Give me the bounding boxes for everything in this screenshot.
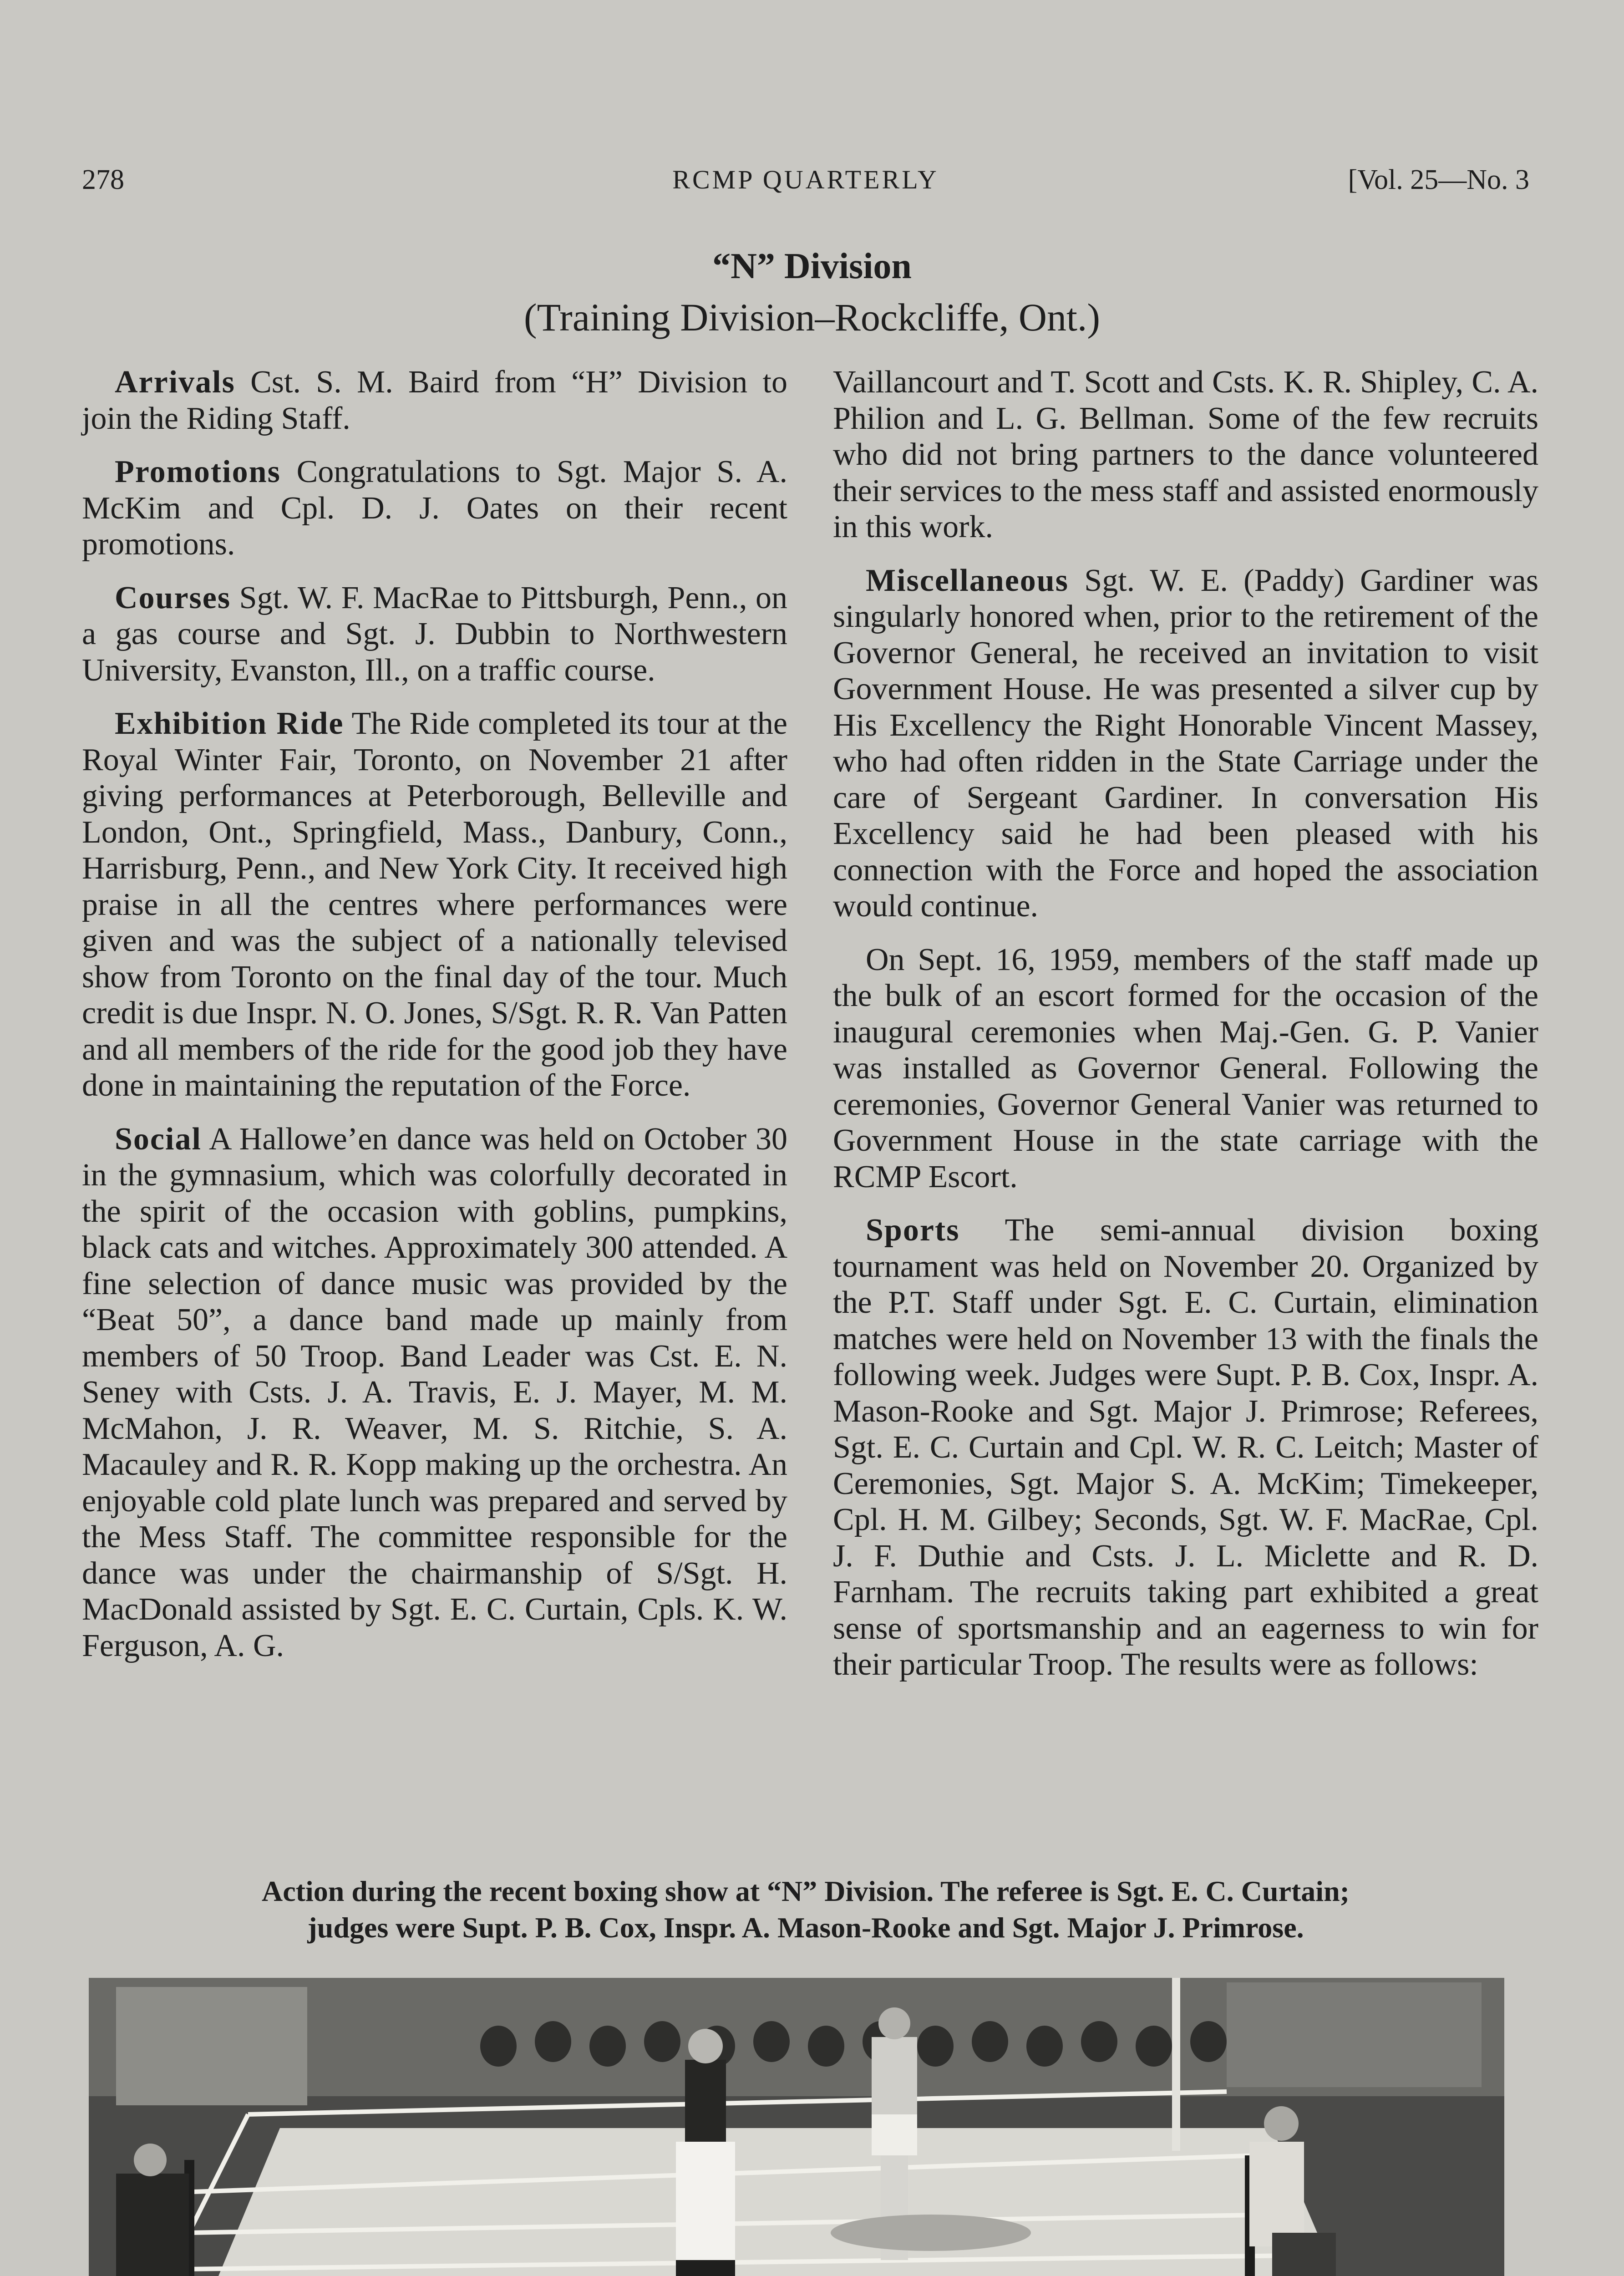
boxing-photo-image bbox=[89, 1978, 1504, 2276]
paragraph-heading: Courses bbox=[115, 580, 231, 615]
journal-title: RCMP QUARTERLY bbox=[672, 165, 939, 194]
photo-caption bbox=[82, 1873, 1529, 1946]
paragraph-exhibition-ride bbox=[82, 706, 787, 1104]
paragraph-text: Sgt. W. F. MacRae to Pittsburgh, Penn., on a gas course and Sgt. J. Dubbin to Northwestern University, Evanston, Ill., on a traffic course. bbox=[82, 580, 787, 688]
paragraph-social bbox=[82, 1121, 787, 1664]
paragraph-heading: Exhibition Ride bbox=[115, 706, 344, 741]
paragraph-text: On Sept. 16, 1959, members of the staff made up the bulk of an escort formed for the occasion of the inaugural ceremonies when Maj.-Gen. G. P. Vanier was installed as Governor General. Following the ceremonies, Governor General Vanier was returned to Government House in the state carriage with the RCMP Escort. bbox=[833, 942, 1538, 1194]
caption-line-2: judges were Supt. P. B. Cox, Inspr. A. Mason-Rooke and Sgt. Major J. Primrose. bbox=[307, 1911, 1304, 1944]
paragraph-heading: Miscellaneous bbox=[866, 563, 1069, 598]
paragraph-heading: Arrivals bbox=[115, 365, 235, 400]
paragraph-text: The Ride completed its tour at the Royal Winter Fair, Toronto, on November 21 after giving performances at Peterborough, Belleville and London, Ont., Springfield, Mass., Danbury, Conn., Harrisburg, Penn., and New York City. It received high praise in all the centres where performances were given and was the subject of a nationally televised show from Toronto on the final day of the tour. Much credit is due Inspr. N. O. Jones, S/Sgt. R. R. Van Patten and all members of the ride for the good job they have done in maintaining the reputation of the Force. bbox=[82, 706, 787, 1103]
paragraph-social-continued: Vaillancourt and T. Scott and Csts. K. R. Shipley, C. A. Philion and L. G. Bellman. Some of the few recruits who did not bring partners to the dance volunteered their services to the mess staff and assisted enormously in this work. bbox=[833, 365, 1538, 544]
paragraph-text: Sgt. W. E. (Paddy) Gardiner was singularly honored when, prior to the retirement of the Governor General, he received an invitation to visit Government House. He was presented a silver cup by His Excellency the Right Honorable Vincent Massey, who had often ridden in the State Carriage under the care of Sergeant Gardiner. In conversation His Excellency said he had been pleased with his connection with the Force and hoped the association would continue. bbox=[833, 563, 1538, 924]
paragraph-inaugural bbox=[833, 942, 1538, 1195]
paragraph-heading: Sports bbox=[866, 1213, 960, 1248]
paragraph-text: Congratulations to Sgt. Major S. A. McKim and Cpl. D. J. Oates on their recent promotions. bbox=[82, 454, 787, 562]
paragraph-sports bbox=[833, 1212, 1538, 1683]
page-number: 278 bbox=[82, 164, 124, 195]
caption-line-1: Action during the recent boxing show at “N” Division. The referee is Sgt. E. C. Curtain; bbox=[262, 1875, 1350, 1907]
volume-number: [Vol. 25—No. 3 bbox=[1348, 164, 1529, 195]
paragraph-miscellaneous bbox=[833, 563, 1538, 925]
paragraph-heading: Promotions bbox=[115, 454, 281, 489]
paragraph-courses bbox=[82, 580, 787, 689]
boxing-photo bbox=[89, 1978, 1504, 2276]
paragraph-promotions bbox=[82, 454, 787, 563]
running-header bbox=[82, 155, 1529, 205]
paragraph-arrivals bbox=[82, 364, 787, 437]
section-title: “N” Division bbox=[712, 246, 912, 286]
section-subtitle: (Training Division–Rockcliffe, Ont.) bbox=[523, 295, 1101, 339]
paragraph-text: The semi-annual division boxing tournament was held on November 20. Organized by the P.T. Staff under Sgt. E. C. Curtain, elimination matches were held on November 13 with the finals the following week. Judges were Supt. P. B. Cox, Inspr. A. Mason-Rooke and Sgt. Major J. Primrose; Referees, Sgt. E. C. Curtain and Cpl. W. R. C. Leitch; Master of Ceremonies, Sgt. Major S. A. McKim; Timekeeper, Cpl. H. M. Gilbey; Seconds, Sgt. W. F. MacRae, Cpl. J. F. Duthie and Csts. J. L. Miclette and R. D. Farnham. The recruits taking part exhibited a great sense of sportsmanship and an eagerness to win for their particular Troop. The results were as follows: bbox=[833, 1213, 1538, 1682]
left-column bbox=[82, 364, 787, 1681]
paragraph-text: A Hallowe’en dance was held on October 30 in the gymnasium, which was colorfully decorated in the spirit of the occasion with goblins, pumpkins, black cats and witches. Approximately 300 attended. A fine selection of dance music was provided by the “Beat 50”, a dance band made up mainly from members of 50 Troop. Band Leader was Cst. E. N. Seney with Csts. J. A. Travis, E. J. Mayer, M. M. McMahon, J. R. Weaver, M. S. Ritchie, S. A. Macauley and R. R. Kopp making up the orchestra. An enjoyable cold plate lunch was prepared and served by the Mess Staff. The committee responsible for the dance was under the chairmanship of S/Sgt. H. MacDonald assisted by Sgt. E. C. Curtain, Cpls. K. W. Ferguson, A. G. bbox=[82, 1121, 787, 1663]
paragraph-heading: Social bbox=[115, 1121, 202, 1157]
right-column bbox=[833, 364, 1538, 1700]
paragraph-text: Cst. S. M. Baird from “H” Division to join the Riding Staff. bbox=[82, 365, 787, 436]
